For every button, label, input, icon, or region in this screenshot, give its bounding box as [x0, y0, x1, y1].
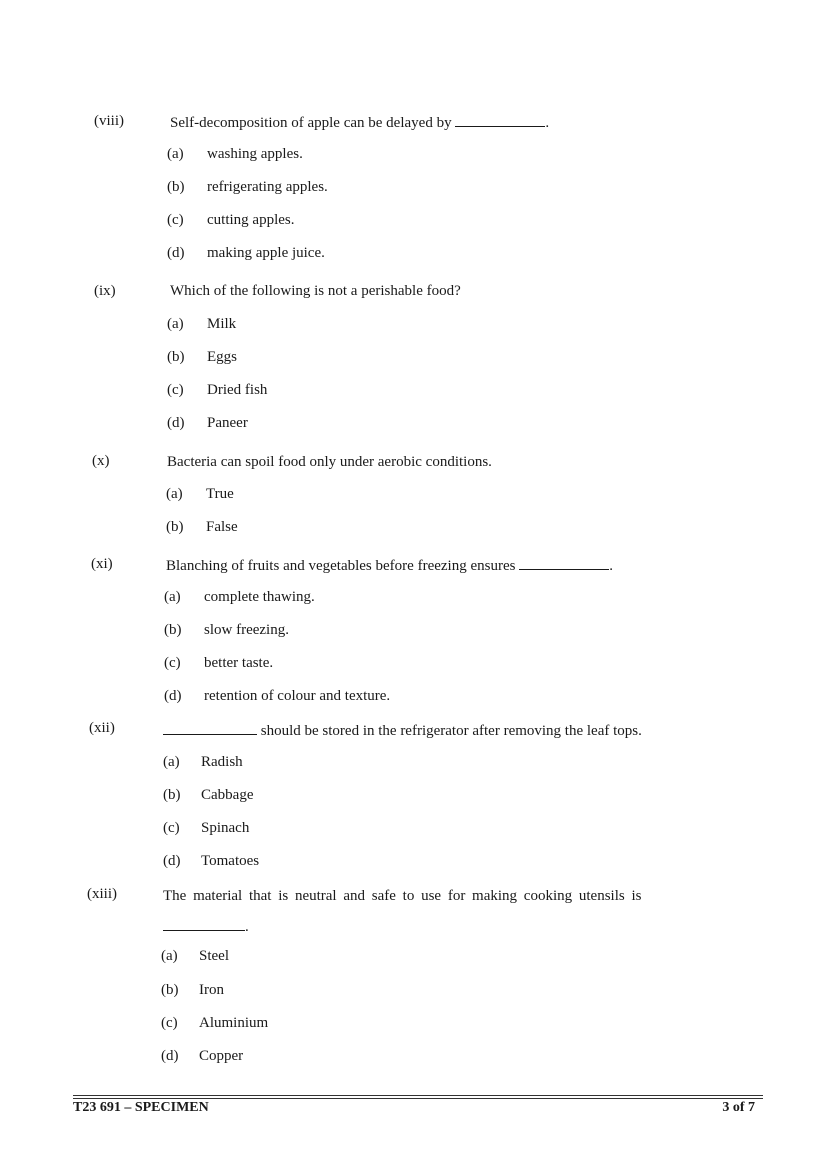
option-d: (d) Tomatoes	[163, 853, 260, 869]
option-b: (b) Iron	[161, 982, 224, 998]
option-b: (b) Eggs	[167, 349, 237, 365]
option-b: (b) slow freezing.	[164, 622, 289, 638]
option-c: (c) Dried fish	[167, 382, 268, 398]
option-c: (c) better taste.	[164, 655, 274, 671]
page-number: 3 of 7	[722, 1100, 755, 1115]
option-a: (a) complete thawing.	[164, 589, 315, 605]
question-end: .	[545, 115, 550, 131]
option-c: (c) Spinach	[163, 820, 250, 836]
option-a: (a) Radish	[163, 754, 243, 770]
option-a: (a) True	[166, 486, 234, 502]
question-text	[163, 722, 642, 740]
option-a: (a) Steel	[161, 948, 229, 964]
option-b: (b) False	[166, 519, 238, 535]
question-number: (viii)	[94, 113, 124, 129]
answer-blank	[519, 557, 609, 570]
question-number: (xi)	[91, 556, 113, 572]
option-d: (d) Copper	[161, 1048, 244, 1064]
question-text: Which of the following is not a perishable food?	[170, 283, 461, 299]
question-end: should be stored in the refrigerator after removing the leaf tops.	[260, 723, 642, 739]
option-c: (c) Aluminium	[161, 1015, 269, 1031]
question-text: Bacteria can spoil food only under aerobic conditions.	[167, 454, 492, 470]
option-b: (b) Cabbage	[163, 787, 254, 803]
option-b: (b) refrigerating apples.	[167, 179, 328, 195]
footer-divider	[73, 1098, 763, 1099]
question-number: (xii)	[89, 720, 115, 736]
question-number: (ix)	[94, 283, 116, 299]
question-text	[170, 114, 549, 132]
option-d: (d) Paneer	[167, 415, 248, 431]
question-text	[166, 557, 613, 575]
footer-divider	[73, 1095, 763, 1096]
question-number: (x)	[92, 453, 110, 469]
option-d: (d) making apple juice.	[167, 245, 325, 261]
option-a: (a) washing apples.	[167, 146, 303, 162]
question-end: .	[609, 558, 613, 574]
question-stem: Self-decomposition of apple can be delayed by	[170, 115, 452, 131]
question-end: .	[245, 919, 249, 935]
answer-blank	[163, 918, 245, 931]
option-d: (d) retention of colour and texture.	[164, 688, 391, 704]
question-number: (xiii)	[87, 886, 117, 902]
option-a: (a) Milk	[167, 316, 237, 332]
option-c: (c) cutting apples.	[167, 212, 295, 228]
question-text-continued	[163, 918, 249, 936]
answer-blank	[163, 722, 257, 735]
paper-code: T23 691 – SPECIMEN	[73, 1100, 209, 1115]
question-text: The material that is neutral and safe to use for making cooking utensils is	[163, 888, 642, 904]
question-stem: Blanching of fruits and vegetables before freezing ensures	[166, 558, 516, 574]
answer-blank	[455, 114, 545, 127]
